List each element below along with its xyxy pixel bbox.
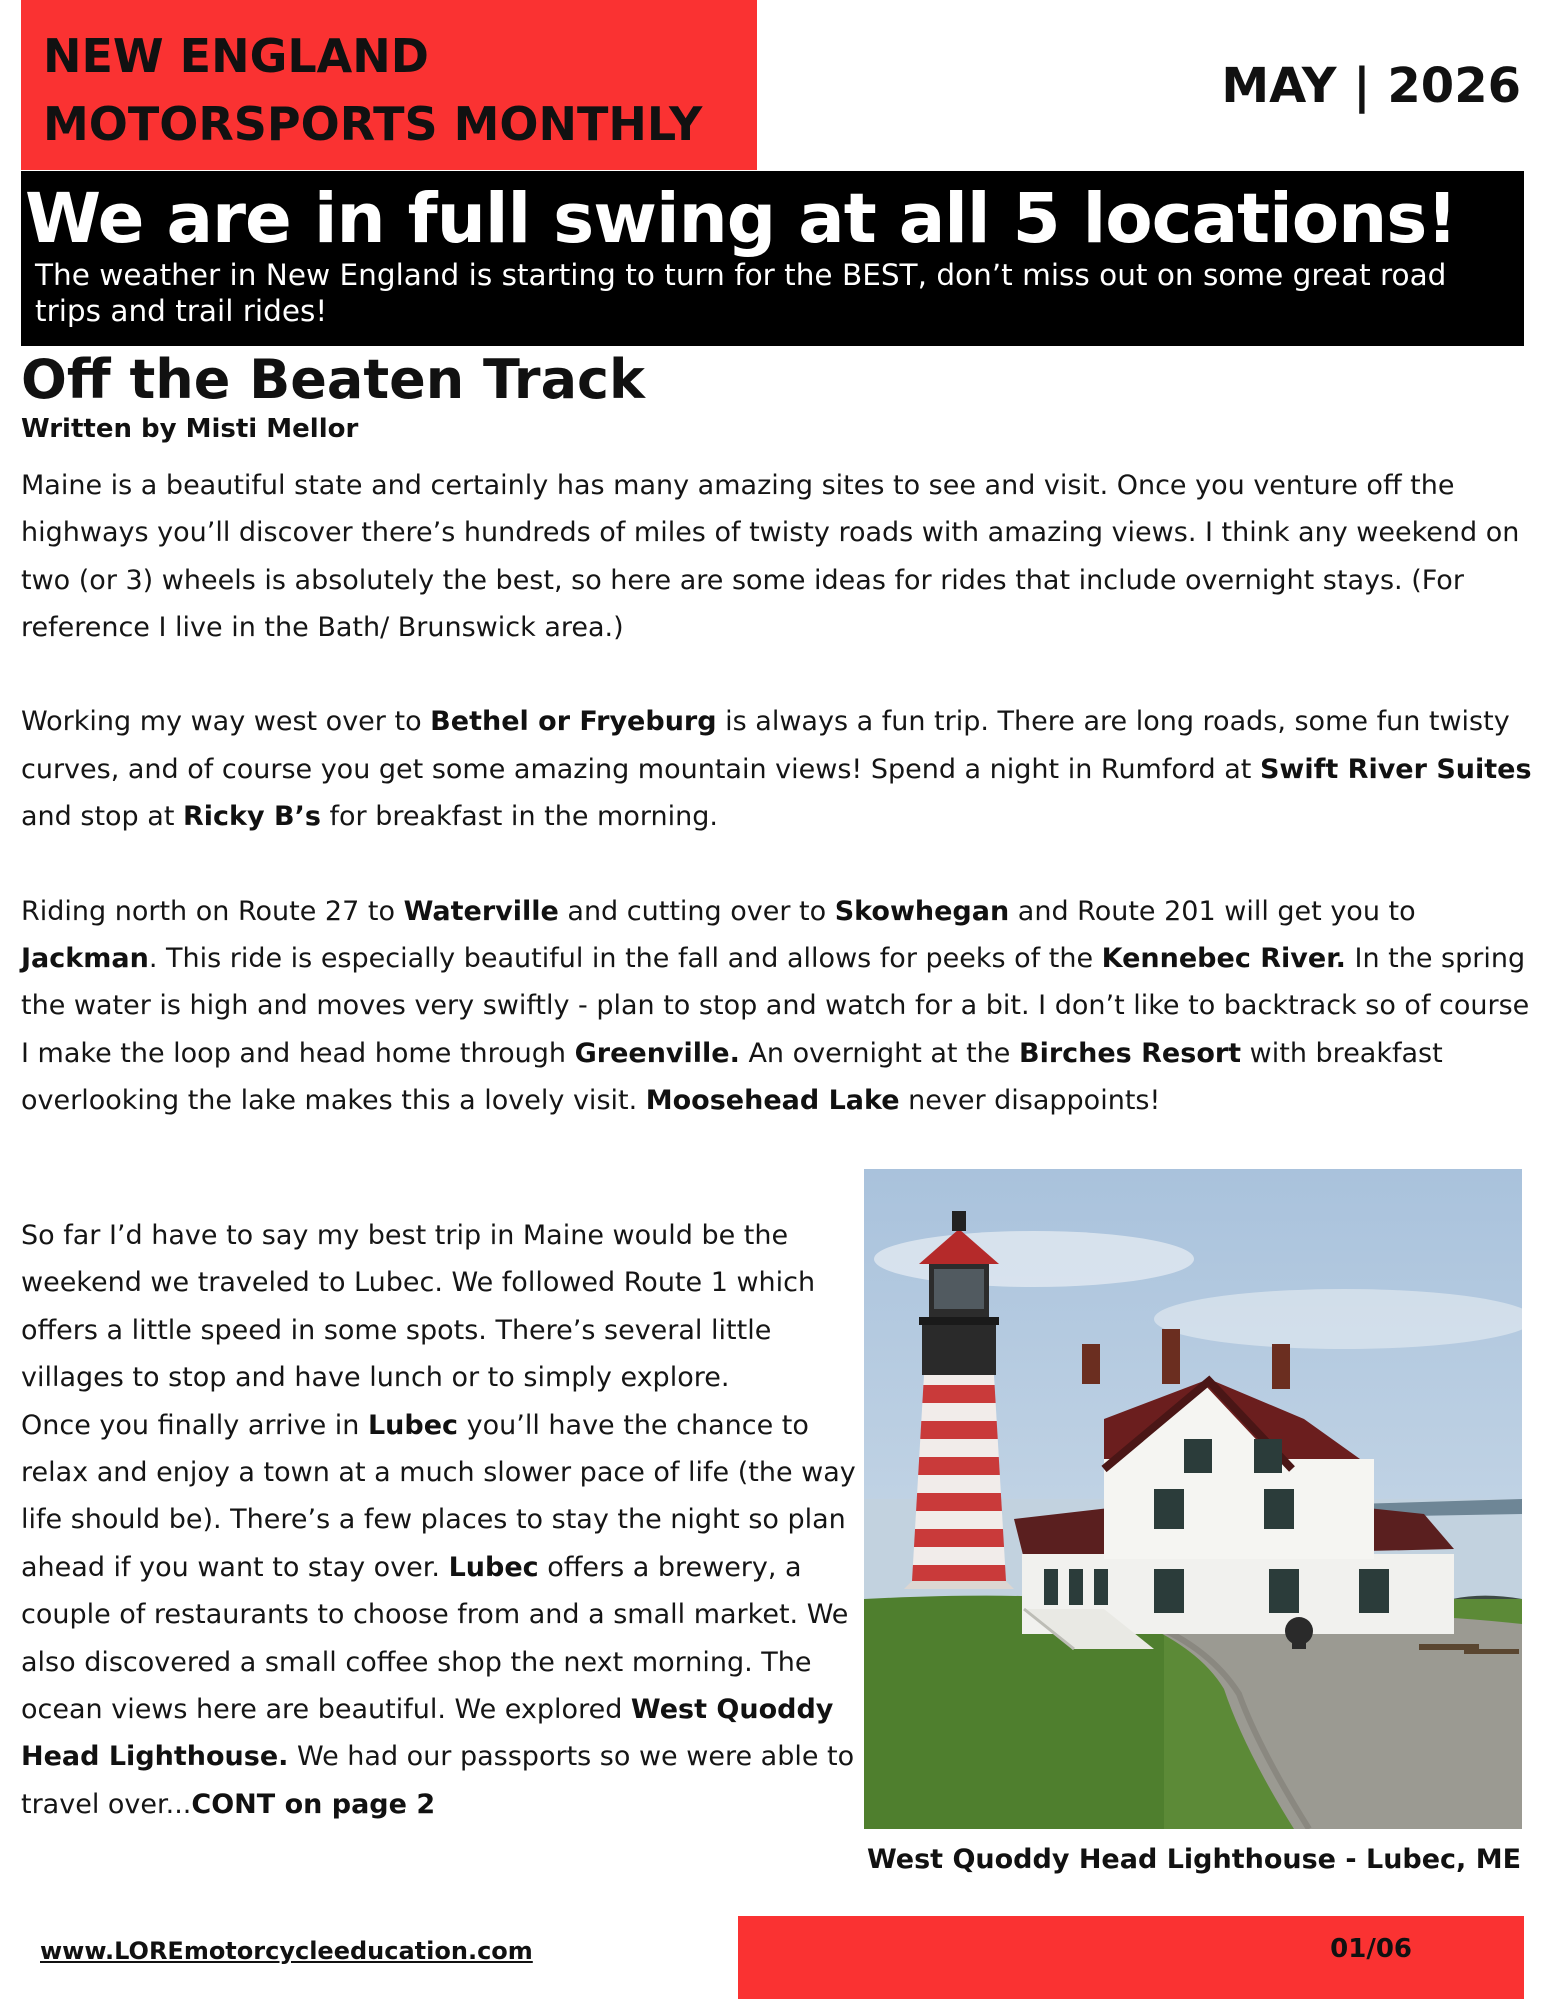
text-run: Once you finally arrive in — [21, 1409, 368, 1441]
paragraph-lubec — [21, 1402, 861, 1829]
article-byline: Written by Misti Mellor — [21, 414, 359, 444]
paragraph-intro: Maine is a beautiful state and certainly has many amazing sites to see and visit. Once you venture off the highways you’ll discover there’s hundreds of miles of twisty roads with amazing views. I think any weekend on two (or 3) wheels is absolutely the best, so here are some ideas for rides that include overnight stays. (For reference I live in the Bath/ Brunswick area.) — [21, 470, 1520, 643]
text-run: Riding north on Route 27 to — [21, 895, 404, 927]
place-name: Greenville. — [574, 1037, 740, 1069]
text-run: and Route 201 will get you to — [1009, 895, 1416, 927]
place-name: West Quoddy Head Lighthouse. — [21, 1694, 834, 1773]
place-name: Waterville — [403, 895, 559, 927]
paragraph-route1: So far I’d have to say my best trip in Maine would be the weekend we traveled to Lubec. We followed Route 1 which offers a little speed in some spots. There’s several little villages to stop and have lunch or to simply explore. — [21, 1220, 816, 1394]
photo-caption: West Quoddy Head Lighthouse - Lubec, ME — [866, 1844, 1522, 1875]
text-run: In the spring the water is high and moves very swiftly - plan to stop and watch for a bit. I don’t like to backtrack so of course I make the loop and head home through — [21, 942, 1530, 1069]
headline-banner — [21, 171, 1524, 346]
banner-headline: We are in full swing at all 5 locations! — [25, 179, 1457, 259]
text-run: We had our passports so we were able to travel over... — [21, 1741, 855, 1820]
website-link[interactable]: www.LOREmotorcycleeducation.com — [40, 1937, 533, 1965]
issue-date: MAY | 2026 — [1221, 58, 1521, 114]
text-run: never disappoints! — [899, 1084, 1161, 1116]
text-run: with breakfast overlooking the lake makes this a lovely visit. — [21, 1037, 1443, 1116]
text-run: Working my way west over to — [21, 706, 431, 738]
place-name: Swift River Suites — [1259, 753, 1532, 785]
place-name: Lubec — [367, 1409, 459, 1441]
text-run: for breakfast in the morning. — [320, 801, 718, 833]
footer-bar — [738, 1916, 1524, 1999]
text-run: . This ride is especially beautiful in the fall and allows for peeks of the — [148, 942, 1102, 974]
banner-subheadline: The weather in New England is starting to turn for the BEST, don’t miss out on some great road trips and trail rides! — [35, 258, 1447, 328]
place-name: Jackman — [21, 942, 149, 974]
text-run: and cutting over to — [558, 895, 835, 927]
continued-note: CONT on page 2 — [191, 1788, 436, 1820]
text-run: is always a fun trip. There are long roads, some fun twisty curves, and of course you get some amazing mountain views! Spend a night in Rumford at — [21, 706, 1510, 785]
place-name: Lubec — [448, 1551, 539, 1583]
place-name: Bethel or Fryeburg — [430, 706, 717, 738]
place-name: Skowhegan — [834, 895, 1010, 927]
masthead-title-line1: NEW ENGLAND — [43, 29, 429, 83]
article-body-column — [21, 1212, 861, 1828]
place-name: Moosehead Lake — [645, 1084, 900, 1116]
place-name: Birches Resort — [1018, 1037, 1242, 1069]
text-run: An overnight at the — [739, 1037, 1019, 1069]
masthead — [21, 0, 757, 170]
text-run: you’ll have the chance to relax and enjoy a town at a much slower pace of life (the way life should be). There’s a few places to stay the night so plan ahead if you want to stay over. — [21, 1409, 856, 1583]
paragraph-bethel — [21, 698, 1533, 840]
lighthouse-illustration — [864, 1169, 1522, 1829]
article-body-full-width — [21, 462, 1533, 1124]
place-name: Ricky B’s — [183, 801, 321, 833]
masthead-title-line2: MOTORSPORTS MONTHLY — [43, 97, 703, 151]
text-run: and stop at — [21, 801, 183, 833]
page-number: 01/06 — [1330, 1934, 1412, 1964]
text-run: offers a brewery, a couple of restaurants to choose from and a small market. We also discovered a small coffee shop the next morning. The ocean views here are beautiful. We explored — [21, 1551, 849, 1726]
lighthouse-photo — [864, 1169, 1522, 1829]
article-title: Off the Beaten Track — [21, 348, 645, 411]
paragraph-jackman — [21, 888, 1533, 1124]
place-name: Kennebec River. — [1101, 942, 1346, 974]
